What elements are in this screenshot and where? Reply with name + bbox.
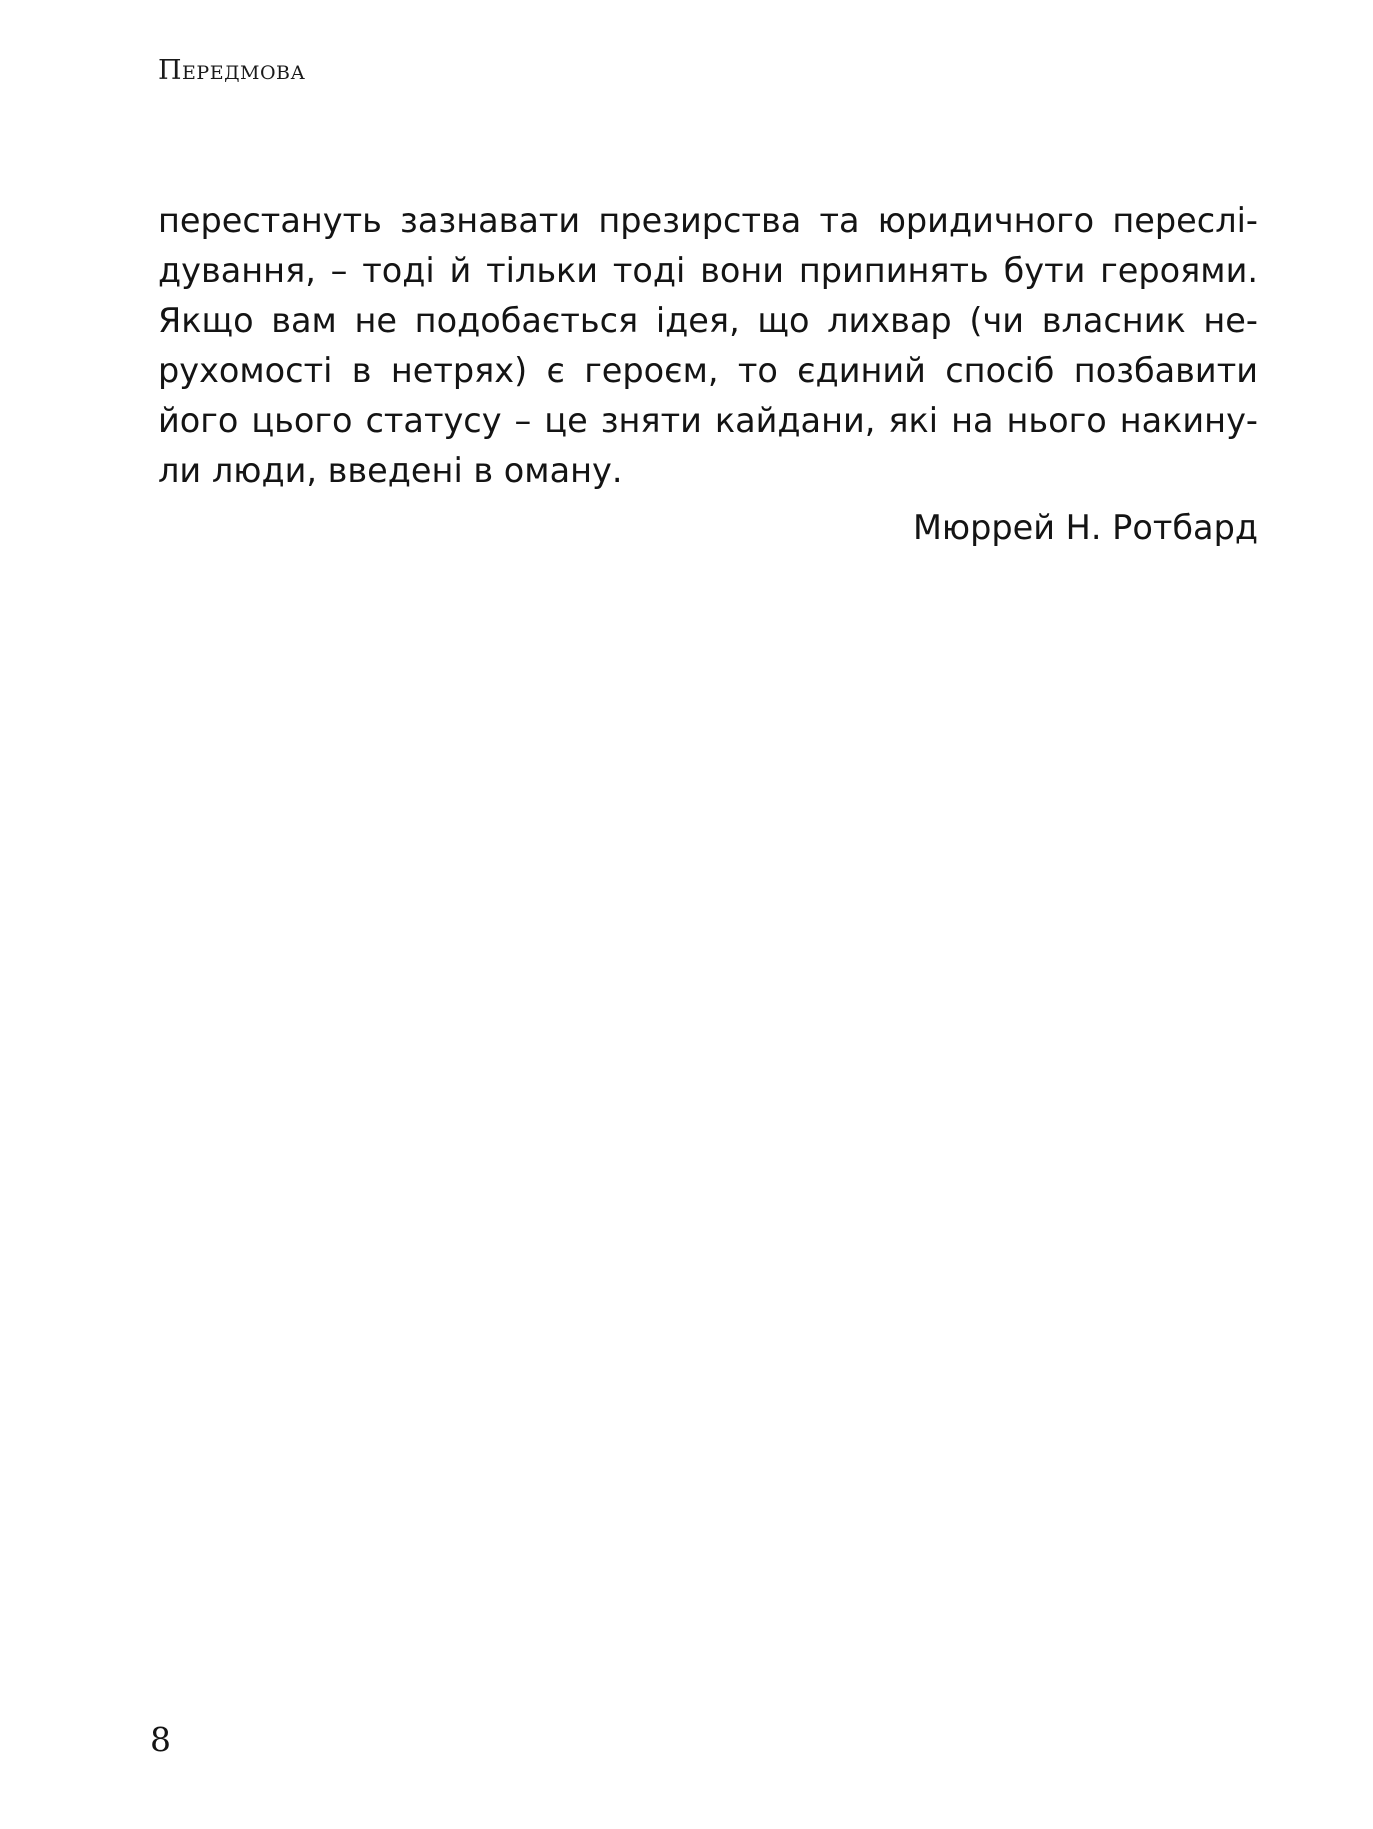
author-signature: Мюррей Н. Ротбард [913, 508, 1258, 547]
body-paragraph [158, 196, 1258, 496]
text-line: його цього статусу – це зняти кайдани, які на нього накину- [158, 401, 1258, 440]
text-line: Якщо вам не подобається ідея, що лихвар (чи власник не- [158, 301, 1258, 340]
text-line: перестануть зазнавати презирства та юридичного переслі- [158, 201, 1258, 240]
page-number: 8 [150, 1720, 171, 1759]
text-line: ли люди, введені в оману. [158, 451, 623, 490]
text-line: рухомості в нетрях) є героєм, то єдиний спосіб позбавити [158, 351, 1258, 390]
running-head: Передмова [158, 55, 306, 86]
text-line: дування, – тоді й тільки тоді вони припинять бути героями. [158, 251, 1258, 290]
